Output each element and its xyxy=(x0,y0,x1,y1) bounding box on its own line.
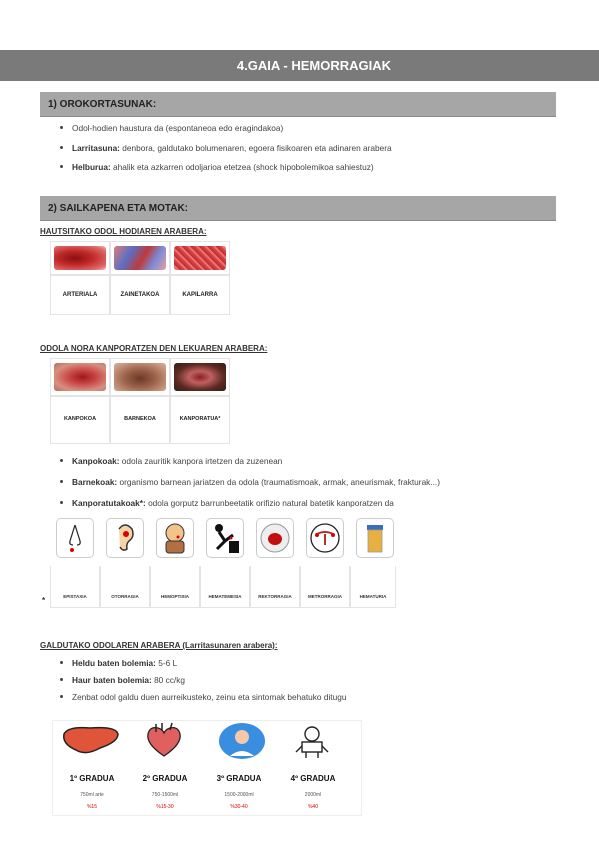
patient-icon xyxy=(218,722,266,765)
grade-title: 1º GRADUA xyxy=(69,774,115,783)
place-table xyxy=(50,358,230,444)
subheading-place: ODOLA NORA KANPORATZEN DEN LEKUAREN ARABERA: xyxy=(40,344,268,353)
urine-cup-icon xyxy=(356,518,394,558)
orifice-label: REKTORRAGIA xyxy=(258,594,292,599)
grade-title: 3º GRADUA xyxy=(216,774,262,783)
vessel-table xyxy=(50,241,230,315)
page-title: 4.GAIA - HEMORRAGIAK xyxy=(0,50,599,81)
grade-percent: %15 xyxy=(86,804,97,810)
external-wound-image xyxy=(54,363,106,391)
place-label: BARNEKOA xyxy=(124,416,156,422)
section-1-list xyxy=(58,122,392,181)
grade-title: 4º GRADUA xyxy=(290,774,336,783)
bruise-image xyxy=(114,363,166,391)
capillary-image xyxy=(174,246,226,270)
grade-volume: 750ml arte xyxy=(80,792,104,798)
section-2-list xyxy=(58,455,440,517)
list-item: Kanporatutakoak*: odola gorputz barrunbeetatik orifizio natural batetik kanporatzen da xyxy=(58,497,440,517)
subheading-loss: GALDUTAKO ODOLAREN ARABERA (Larritasunaren arabera): xyxy=(40,641,278,650)
vessel-label: ZAINETAKOA xyxy=(120,292,160,298)
orifice-label: OTORRAGIA xyxy=(111,594,139,599)
uterus-icon xyxy=(306,518,344,558)
list-item: Haur baten bolemia: 80 cc/kg xyxy=(58,674,346,691)
orifice-table xyxy=(50,514,396,608)
grade-percent: %30-40 xyxy=(230,804,248,810)
list-item: Odol-hodien haustura da (espontaneoa edo eragindakoa) xyxy=(58,122,392,142)
subheading-vessel: HAUTSITAKO ODOL HODIAREN ARABERA: xyxy=(40,227,207,236)
grade-volume: 1500-2000ml xyxy=(224,792,254,798)
ear-icon xyxy=(106,518,144,558)
orifice-label: HEMOPTISIA xyxy=(160,594,189,599)
liver-icon xyxy=(60,724,122,763)
asterisk: * xyxy=(42,596,46,605)
list-item: Helburua: ahalik eta azkarren odoljarioa etetzea (shock hipobolemikoa sahiestuz) xyxy=(58,161,392,181)
orifice-label: METRORRAGIA xyxy=(308,594,342,599)
vein-image xyxy=(114,246,166,270)
vessel-label: ARTERIALA xyxy=(62,292,98,298)
ear-bleeding-image xyxy=(174,363,226,391)
section-2-heading: 2) SAILKAPENA ETA MOTAK: xyxy=(40,196,556,221)
robot-icon xyxy=(288,722,336,765)
orifice-label: EPISTAXIA xyxy=(63,594,87,599)
nose-icon xyxy=(56,518,94,558)
list-item: Heldu baten bolemia: 5-6 L xyxy=(58,657,346,674)
grades-table xyxy=(52,720,362,816)
cough-icon xyxy=(156,518,194,558)
volume-list xyxy=(58,657,346,711)
list-item: Barnekoak: organismo barnean jariatzen da odola (traumatismoak, armak, aneurismak, frakturak...) xyxy=(58,476,440,497)
grade-percent: %40 xyxy=(307,804,318,810)
grade-volume: 2000ml xyxy=(304,792,322,798)
list-item: Kanpokoak: odola zauritik kanpora irtetzen da zuzenean xyxy=(58,455,440,476)
artery-image xyxy=(54,246,106,270)
section-1-heading: 1) OROKORTASUNAK: xyxy=(40,92,556,117)
toilet-blood-icon xyxy=(256,518,294,558)
list-item: Larritasuna: denbora, galdutako bolumenaren, egoera fisikoaren eta adinaren arabera xyxy=(58,142,392,162)
grade-title: 2º GRADUA xyxy=(142,774,188,783)
grade-volume: 750-1500ml xyxy=(151,792,179,798)
orifice-label: HEMATEMESIA xyxy=(208,594,242,599)
place-label: KANPORATUA* xyxy=(179,416,221,422)
grade-percent: %15-30 xyxy=(156,804,174,810)
place-label: KANPOKOA xyxy=(63,416,97,422)
list-item: Zenbat odol galdu duen aurreikusteko, zeinu eta sintomak behatuko ditugu xyxy=(58,691,346,711)
vessel-label: KAPILARRA xyxy=(182,292,218,298)
orifice-label: HEMATURIA xyxy=(359,594,387,599)
vomit-icon xyxy=(206,518,244,558)
heart-icon xyxy=(142,722,186,765)
